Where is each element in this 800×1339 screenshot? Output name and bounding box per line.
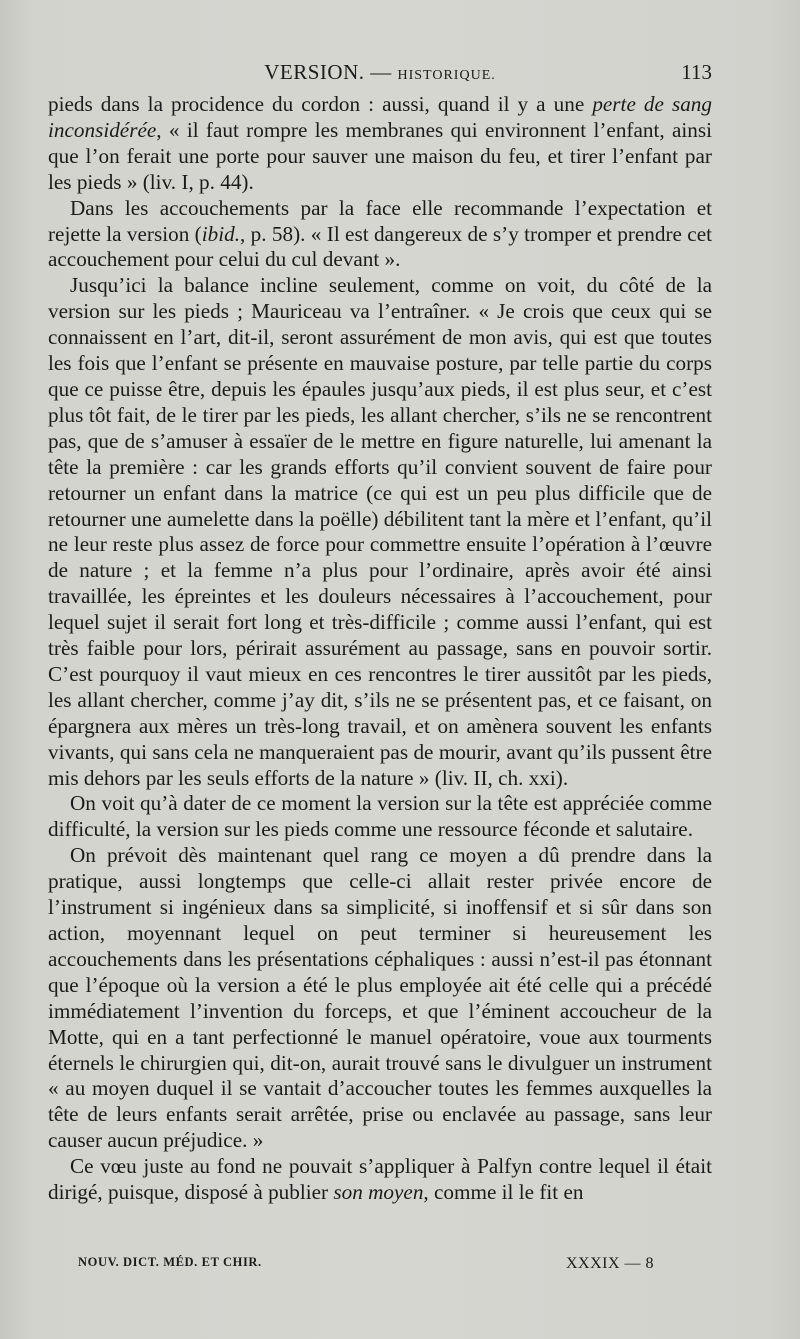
running-title-dash: — [364,60,398,84]
paragraph-6-text-b: , comme il le fit en [423,1180,584,1205]
paragraph-5: On prévoit dès maintenant quel rang ce moyen a dû prendre dans la pratique, aussi longtemps que celle-ci allait rester privée encore de l’instrument si ingénieux dans sa simplicité, si inoffensif et si sûr dans son action, moyennant lequel on peut terminer si heureusement les accouchements dans les présentations céphaliques : aussi n’est-il pas étonnant que l’époque où la version a été le plus employée ait été celle qui a précédé immédiatement l’invention du forceps, et que l’éminent accoucheur de la Motte, qui en a tant perfectionné le manuel opératoire, voue aux tourments éternels le chirurgien qui, dit-on, aurait trouvé sans le divulguer un instrument « au moyen duquel il se vantait d’accoucher toutes les femmes auxquelles la tête de leurs enfants serait arrêtée, prise ou enclavée au passage, sans leur causer aucun préjudice. » [48,843,712,1153]
paragraph-3: Jusqu’ici la balance incline seulement, comme on voit, du côté de la version sur les pieds ; Mauriceau va l’entraîner. « Je crois que ceux qui se connaissent en l’art, dit-il, seront assurément de mon avis, qui est que toutes les fois que l’enfant se présente en mauvaise posture, par telle partie du corps que ce puisse être, depuis les épaules jusqu’aux pieds, il est plus seur, et c’est plus tôt fait, de le tirer par les pieds, les allant chercher, s’ils ne se rencontrent pas, que de s’amuser à essaïer de le mettre en figure naturelle, lui amenant la tête la première : car les grands efforts qu’il convient souvent de faire pour retourner un enfant dans la matrice (ce qui est un peu plus difficile que de retourner une aumelette dans la poëlle) débilitent tant la mère et l’enfant, qu’il ne leur reste plus assez de force pour commettre ensuite l’opération à l’œuvre de nature ; et la femme n’a plus pour l’ordinaire, après avoir été ainsi travaillée, les épreintes et les douleurs nécessaires à l’accouchement, pour lequel sujet il serait fort long et très-difficile ; comme aussi l’enfant, qui est très faible pour lors, périrait assurément au passage, sans en pouvoir sortir. C’est pourquoy il vaut mieux en ces rencontres le tirer aussitôt par les pieds, les allant chercher, comme j’ay dit, s’ils ne se présentent pas, et ce faisant, on épargnera aux mères un très-long travail, et on amènera souvent les enfants vivants, qui sans cela ne manqueraient pas de mourir, avant qu’ils pussent être mis dehors par les seuls efforts de la nature » (liv. II, ch. xxi). [48,273,712,790]
paragraph-6-text-a: Ce vœu juste au fond ne pouvait s’appliquer à Palfyn contre lequel il était dirigé, puisque, disposé à publier [48,1154,712,1205]
running-header [48,60,712,86]
paragraph-1-text-a: pieds dans la procidence du cordon : aussi, quand il y a une [48,92,593,116]
body-text [48,92,712,1206]
paragraph-6-italic: son moyen [333,1180,424,1205]
running-title [48,60,712,85]
paragraph-4: On voit qu’à dater de ce moment la version sur la tête est appréciée comme difficulté, la version sur les pieds comme une ressource féconde et salutaire. [48,791,712,842]
paragraph-2-text-b: , p. 58). « Il est dangereux de s’y tromper et prendre cet accouchement pour celui du cul devant ». [48,221,712,272]
page-footer [78,1255,654,1277]
paragraph-1 [48,92,712,196]
page-number: 113 [681,60,712,84]
paragraph-6 [48,1154,712,1206]
paragraph-1-text-b: , « il faut rompre les membranes qui environnent l’enfant, ainsi que l’on ferait une porte pour sauver une maison du feu, et tirer l’enfant par les pieds » (liv. I, p. 44). [48,117,712,194]
footer-signature-mark: XXXIX — 8 [565,1255,654,1272]
paragraph-1-italic: perte de sang inconsidérée [48,92,712,142]
running-title-subtitle: HISTORIQUE. [397,68,496,83]
paragraph-2-text-a: Dans les accouchements par la face elle recommande l’expectation et rejette la version ( [48,195,712,246]
paragraph-2-italic: ibid. [201,221,240,246]
footer-publication: NOUV. DICT. MÉD. ET CHIR. [78,1255,262,1269]
running-title-main: VERSION. [264,60,365,84]
paragraph-2 [48,196,712,274]
